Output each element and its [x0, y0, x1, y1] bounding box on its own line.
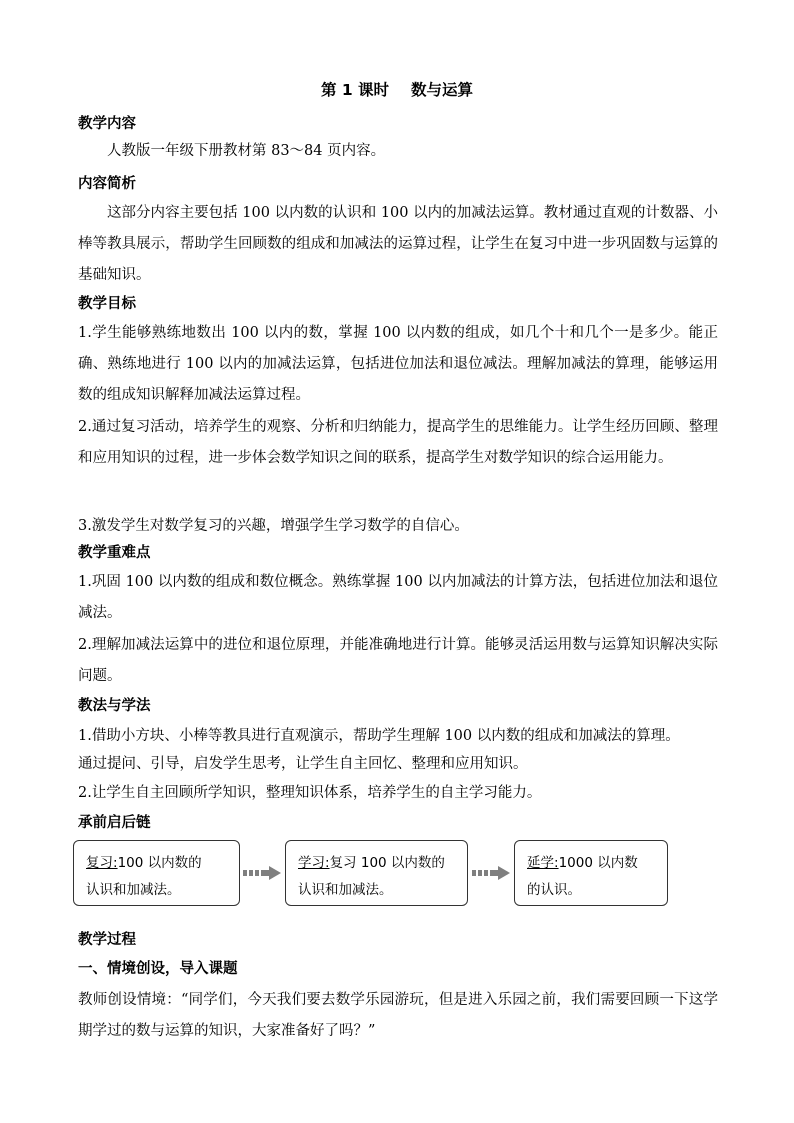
goal-2: 2.通过复习活动，培养学生的观察、分析和归纳能力，提高学生的思维能力。让学生经历回顾、整理和应用知识的过程，进一步体会数学知识之间的联系，提高学生对数学知识的综合运用能力。: [78, 419, 718, 466]
goal-1: 1.学生能够熟练地数出 100 以内的数，掌握 100 以内数的组成，如几个十和几个一是多少。能正确、熟练地进行 100 以内的加减法运算，包括进位加法和退位减法。理解加减法的算理，能够运用数的组成知识解释加减法运算过程。: [78, 325, 718, 403]
chain-text-review-2: 认识和加减法。: [86, 882, 181, 898]
heading-teaching-content: 教学内容: [78, 116, 136, 132]
method-1-line-2: 通过提问、引导，启发学生思考，让学生自主回忆、整理和应用知识。: [78, 756, 528, 772]
chain-text-extend-2: 的认识。: [527, 882, 581, 898]
heading-knowledge-chain: 承前启后链: [78, 815, 151, 831]
chain-box-learn: [285, 840, 468, 906]
lesson-title: [0, 78, 794, 100]
key-point-2: 2.理解加减法运算中的进位和退位原理，并能准确地进行计算。能够灵活运用数与运算知识解决实际问题。: [78, 637, 718, 684]
heading-methods: 教法与学法: [78, 698, 151, 714]
chain-box-extend: [514, 840, 668, 906]
chain-text-learn-1: 复习 100 以内数的: [329, 855, 445, 871]
step-1-text: 教师创设情境：“同学们，今天我们要去数学乐园游玩，但是进入乐园之前，我们需要回顾一下这学期学过的数与运算的知识，大家准备好了吗？”: [78, 992, 718, 1039]
heading-content-summary: 内容简析: [78, 176, 136, 192]
heading-teaching-process: 教学过程: [78, 932, 136, 948]
teaching-content-text: 人教版一年级下册教材第 83～84 页内容。: [107, 143, 386, 159]
heading-step-1: 一、情境创设，导入课题: [78, 961, 238, 977]
chain-text-extend-1: 1000 以内数: [558, 855, 638, 871]
heading-teaching-goals: 教学目标: [78, 296, 136, 312]
chain-text-learn-2: 认识和加减法。: [298, 882, 393, 898]
goal-3: 3.激发学生对数学复习的兴趣，增强学生学习数学的自信心。: [78, 518, 469, 534]
method-1-line-1: 1.借助小方块、小棒等教具进行直观演示，帮助学生理解 100 以内数的组成和加减法的算理。: [78, 728, 680, 744]
lesson-topic: 数与运算: [411, 81, 474, 99]
chain-label-extend: 延学:: [527, 855, 559, 871]
chain-label-review: 复习:: [86, 855, 118, 871]
heading-key-points: 教学重难点: [78, 545, 151, 561]
chain-arrow-2-icon: [472, 866, 512, 880]
chain-box-review: [73, 840, 240, 906]
method-2: 2.让学生自主回顾所学知识，整理知识体系，培养学生的自主学习能力。: [78, 785, 542, 801]
chain-arrow-1-icon: [243, 866, 283, 880]
chain-label-learn: 学习:: [298, 855, 330, 871]
key-point-1: 1.巩固 100 以内数的组成和数位概念。熟练掌握 100 以内加减法的计算方法，包括进位加法和退位减法。: [78, 574, 718, 621]
content-summary-text: 这部分内容主要包括 100 以内数的认识和 100 以内的加减法运算。教材通过直观的计数器、小棒等教具展示，帮助学生回顾数的组成和加减法的运算过程，让学生在复习中进一步巩固数与运算的基础知识。: [78, 205, 718, 283]
chain-text-review-1: 100 以内数的: [117, 855, 202, 871]
lesson-number: 第 1 课时: [320, 81, 390, 99]
